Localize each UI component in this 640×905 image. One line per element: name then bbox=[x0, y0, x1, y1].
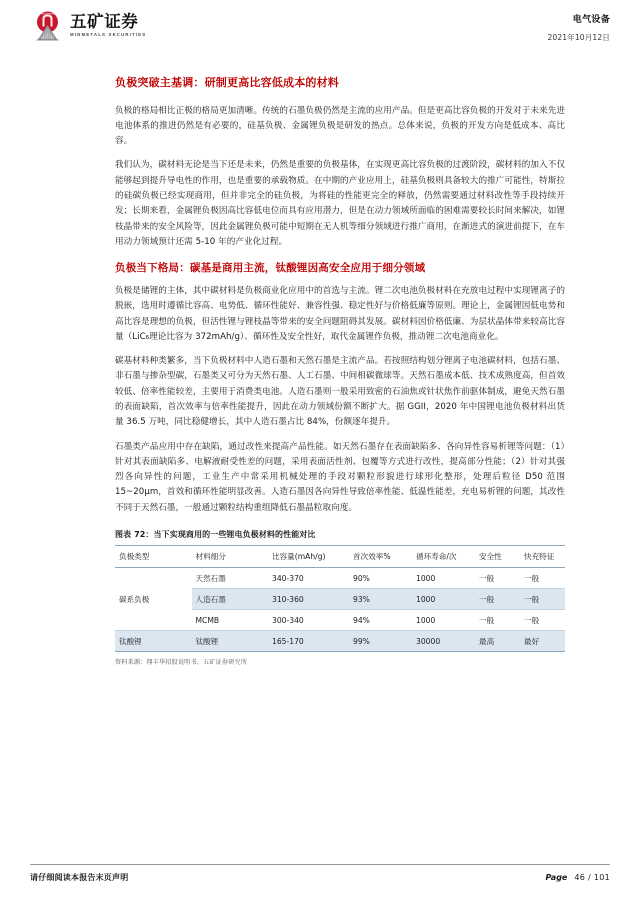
brand-name-en: MINMETALS SECURITIES bbox=[70, 32, 147, 38]
cell-capacity: 300-340 bbox=[268, 610, 349, 631]
page-header bbox=[0, 0, 640, 52]
cell-safety: 一般 bbox=[475, 610, 520, 631]
column-header-material: 材料细分 bbox=[192, 546, 269, 568]
cell-first-efficiency: 93% bbox=[349, 589, 412, 610]
minmetals-circular-emblem-icon bbox=[32, 10, 63, 41]
cell-capacity: 165-170 bbox=[268, 631, 349, 652]
cell-material: 天然石墨 bbox=[192, 568, 269, 589]
page-footer bbox=[30, 864, 610, 883]
section-title-sub: 负极当下格局：碳基是商用主流，钛酸锂因高安全应用于细分领域 bbox=[115, 262, 426, 275]
cell-first-efficiency: 99% bbox=[349, 631, 412, 652]
cell-cycle-life: 1000 bbox=[412, 568, 475, 589]
cell-fast-charge: 一般 bbox=[520, 589, 565, 610]
cell-first-efficiency: 94% bbox=[349, 610, 412, 631]
paragraph: 碳基材料种类繁多，当下负极材料中人造石墨和天然石墨是主流产品。若按照结构划分锂离子电池碳材料，包括石墨、非石墨与掺杂型碳，石墨类又可分为天然石墨、人工石墨、中间相碳微球等。天然石墨成本低、技术成熟度高，但首效较低、倍率性能较差，主要用于消费类电池。人造石墨则一般采用致密的石油焦或针状焦作前驱体制成，避免天然石墨的表面缺陷，首次效率与倍率性能提升，因此在动力领域份额不断扩大。据 GGII，2020 年中国锂电池负极材料出货量 36.5 万吨，同比稳健增长，其中人造石墨占比 84%，份额逐年提升。 bbox=[115, 356, 565, 428]
paragraph: 我们认为，碳材料无论是当下还是未来，仍然是重要的负极基体，在实现更高比容负极的过渡阶段，碳材料的加入不仅能够起到提升导电性的作用，也是重要的承载物质。在中期的产业应用上，硅基负极则具备较大的推广可能性，特斯拉的硅碳负极已经实现商用，但并非完全的硅负极，为将硅的性能更完全的释放，仍然需要通过材料改性等手段持续开发；长期来看，金属锂负极因高比容低电位而具有应用潜力，但是在动力领域所面临的困难需要较长时间来解决，如锂枝晶带来的安全风险等，因此金属锂负极可能中短期在无人机等细分领域进行推广商用，在渐进式的演进前提下，在车用动力领域预计还需 5-10 年的产业化过程。 bbox=[115, 160, 565, 247]
report-content bbox=[0, 75, 640, 666]
column-header-safety: 安全性 bbox=[475, 546, 520, 568]
cell-first-efficiency: 90% bbox=[349, 568, 412, 589]
column-header-capacity: 比容量(mAh/g) bbox=[268, 546, 349, 568]
paragraph: 石墨类产品应用中存在缺陷，通过改性来提高产品性能。如天然石墨存在表面缺陷多、各向异性容易析锂等问题：（1）针对其表面缺陷多、电解液耐受性差的问题，采用表面活性剂、包覆等方式进行改性，提高部分性能；（2）针对其强烈各向异性的问题，工业生产中常采用机械处理的手段对颗粒形貌进行球形化整形，处理后粒径 D50 范围 15~20μm，首效和循环性能明显改善。人造石墨因各向异性导致倍率性能、低温性能差，充电易析锂的问题，其改性不同于天然石墨，一般通过颗粒结构重组降低石墨晶粒取向度。 bbox=[115, 441, 565, 513]
performance-comparison-table bbox=[115, 545, 565, 652]
cell-safety: 最高 bbox=[475, 631, 520, 652]
cell-cycle-life: 30000 bbox=[412, 631, 475, 652]
table-header-row bbox=[115, 546, 565, 568]
footer-page-number: 46 / 101 bbox=[574, 873, 610, 882]
brand-name-cn: 五矿证券 bbox=[70, 11, 139, 31]
table-body bbox=[115, 568, 565, 652]
header-meta bbox=[547, 10, 610, 43]
column-header-first-efficiency: 首次效率% bbox=[349, 546, 412, 568]
svg-text:CHINA MINMETALS: CHINA MINMETALS bbox=[39, 13, 56, 16]
header-sector-label: 电气设备 bbox=[572, 15, 610, 25]
paragraph: 负极的格局相比正极的格局更加清晰。传统的石墨负极仍然是主流的应用产品。但是更高比容负极的开发对于未来先进电池体系的推进仍然是有必要的，硅基负极、金属锂负极是研发的热点。总体来说，负极的开发方向是低成本、高比容。 bbox=[115, 105, 565, 147]
cell-anode-type: 碳系负极 bbox=[115, 568, 192, 631]
cell-capacity: 310-360 bbox=[268, 589, 349, 610]
cell-material: 钛酸锂 bbox=[192, 631, 269, 652]
column-header-fast-charge: 快充特征 bbox=[520, 546, 565, 568]
section-title-main: 负极突破主基调：研制更高比容低成本的材料 bbox=[115, 76, 339, 89]
cell-material: 人造石墨 bbox=[192, 589, 269, 610]
footer-pagination bbox=[545, 873, 610, 882]
footer-disclaimer: 请仔细阅读本报告末页声明 bbox=[30, 873, 129, 882]
column-header-cycle-life: 循环寿命/次 bbox=[412, 546, 475, 568]
table-row bbox=[115, 631, 565, 652]
cell-safety: 一般 bbox=[475, 568, 520, 589]
brand-text bbox=[70, 11, 147, 38]
cell-safety: 一般 bbox=[475, 589, 520, 610]
cell-fast-charge: 一般 bbox=[520, 568, 565, 589]
cell-cycle-life: 1000 bbox=[412, 610, 475, 631]
exhibit-72 bbox=[115, 529, 565, 666]
cell-fast-charge: 一般 bbox=[520, 610, 565, 631]
exhibit-source: 资料来源：翔丰华招股说明书、五矿证券研究所 bbox=[115, 659, 248, 667]
paragraph: 负极是储锂的主体，其中碳材料是负极商业化应用中的首选与主流。锂二次电池负极材料在充放电过程中实现锂离子的脱嵌，选用时遵循比容高、电势低、循环性能好、兼容性强、稳定性好与价格低廉等原则。理论上，金属锂因低电势和高比容是理想的负极，但活性锂与锂枝晶等带来的安全问题阻碍其发展。碳材料因价格低廉、为层状晶体带来较高比容量（LiC₆理论比容为 372mAh/g）、循环性及安全性好，取代金属锂作负极，推动锂二次电池商业化。 bbox=[115, 285, 565, 342]
cell-material: MCMB bbox=[192, 610, 269, 631]
column-header-anode-type: 负极类型 bbox=[115, 546, 192, 568]
cell-cycle-life: 1000 bbox=[412, 589, 475, 610]
brand-lockup bbox=[32, 10, 146, 41]
exhibit-caption: 图表 72：当下实现商用的一些锂电负极材料的性能对比 bbox=[115, 530, 316, 540]
cell-anode-type: 钛酸锂 bbox=[115, 631, 192, 652]
cell-fast-charge: 最好 bbox=[520, 631, 565, 652]
cell-capacity: 340-370 bbox=[268, 568, 349, 589]
table-header bbox=[115, 546, 565, 568]
footer-page-label: Page bbox=[545, 873, 568, 882]
header-date-label: 2021年10月12日 bbox=[547, 33, 610, 42]
table-row bbox=[115, 568, 565, 589]
